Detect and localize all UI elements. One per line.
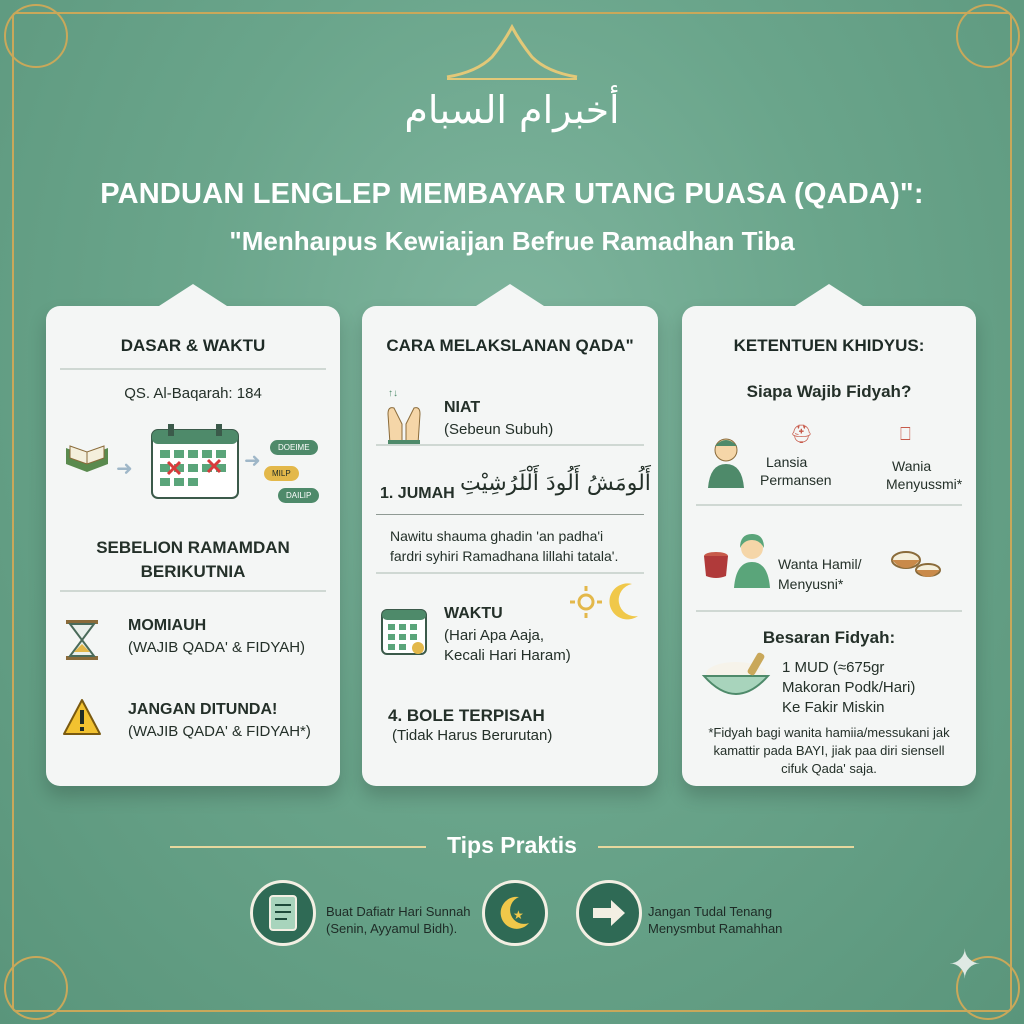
step-subtitle: (Tidak Harus Berurutan) <box>392 727 553 744</box>
calendar-icon <box>150 422 240 500</box>
item-subtitle: (WAJIB QADA' & FIDYAH*) <box>128 723 311 740</box>
arrow-right-icon: ➜ <box>244 450 261 472</box>
tips-title: Tips Praktis <box>447 832 577 858</box>
fidyah-amount-line: Ke Fakir Miskin <box>782 699 885 716</box>
moon-star-icon <box>485 883 545 943</box>
card-peak-ornament <box>159 284 227 306</box>
card-peak-ornament <box>795 284 863 306</box>
card-cara-qada <box>362 306 658 786</box>
divider <box>376 514 644 515</box>
tag-label: DOEIME <box>270 440 318 455</box>
card-peak-ornament <box>476 284 544 306</box>
fidyah-group-label: Wania <box>892 458 932 474</box>
fidyah-amount-title: Besaran Fidyah: <box>762 628 896 647</box>
arabic-title: أخبرام السبام <box>404 88 620 132</box>
divider <box>376 444 644 446</box>
fidyah-note: cifuk Qada' saja. <box>781 761 877 776</box>
niat-subtitle: (Sebeun Subuh) <box>444 421 554 438</box>
tag-label: MILP <box>264 466 299 481</box>
sun-icon <box>568 584 604 620</box>
medicine-icon: ⛑ <box>790 424 813 444</box>
page-subtitle: "Menhaıpus Kewiaijan Befrue Ramadhan Tiba <box>229 226 795 256</box>
mother-icon <box>730 532 774 588</box>
corner-ornament <box>4 956 68 1020</box>
item-title: MOMIAUH <box>128 617 207 634</box>
section-title: BERIKUTNIA <box>140 562 246 581</box>
arrow-right-icon <box>579 883 639 943</box>
page-title: PANDUAN LENGLEP MEMBAYAR UTANG PUASA (QADA)": <box>100 178 924 210</box>
niat-label: NIAT <box>444 399 481 416</box>
calendar-icon <box>380 604 428 656</box>
waktu-label: WAKTU <box>444 605 503 622</box>
fidyah-group-label: Lansia <box>766 454 808 470</box>
fidyah-group-label: Wanta Hamil/ <box>778 556 862 572</box>
fidyah-note: *Fidyah bagi wanita hamiia/messukani jak <box>708 725 950 740</box>
niat-transliteration: fardri syhiri Ramadhana lillahi tatala'. <box>390 548 619 564</box>
tip-icon-circle <box>576 880 642 946</box>
warning-icon <box>62 698 102 736</box>
moon-icon <box>606 580 642 624</box>
tip-icon-circle <box>250 880 316 946</box>
fidyah-amount-line: Makoran Podk/Hari) <box>782 679 916 696</box>
tip-text: Jangan Tudal Tenang Menysmbut Ramahhan <box>648 904 783 936</box>
svg-text:★: ★ <box>513 908 524 922</box>
card-dasar-waktu <box>46 306 340 786</box>
arabic-niat-text: أَلُومَشُ أَلُودَ أَلْلَرُشِيْتِ <box>460 471 651 496</box>
item-title: JANGAN DITUNDA! <box>128 701 278 718</box>
bowl-icon <box>702 550 730 580</box>
document-icon: ⎕ <box>900 424 911 444</box>
tag-label: DAILIP <box>278 488 319 503</box>
divider <box>376 572 644 574</box>
card-ketentuan-fidyah <box>682 306 976 786</box>
sparkle-icon: ✦ <box>948 943 982 987</box>
rice-bowl-icon <box>700 650 780 712</box>
section-title: SEBELION RAMAMDAN <box>96 538 290 557</box>
card-title: DASAR & WAKTU <box>120 336 266 355</box>
card-title: KETENTUEN KHIDYUS: <box>733 336 925 355</box>
reference-text: QS. Al-Baqarah: 184 <box>124 385 262 402</box>
divider <box>696 610 962 612</box>
item-subtitle: (WAJIB QADA' & FIDYAH) <box>128 639 306 656</box>
niat-transliteration: Nawitu shauma ghadin 'an padha'i <box>390 528 604 544</box>
tip-text: Buat Dafiatr Hari Sunnah (Senin, Ayyamul Bidh). <box>326 904 471 936</box>
fidyah-group-label: Menyusni* <box>778 576 844 592</box>
fidyah-note: kamattir pada BAYI, jiak paa diri siensell <box>713 743 945 758</box>
corner-ornament <box>956 4 1020 68</box>
praying-hands-icon <box>382 384 426 448</box>
divider <box>60 368 326 370</box>
step-label: 4. BOLE TERPISAH <box>388 706 545 725</box>
card-title: CARA MELAKSLANAN QADA" <box>386 336 634 355</box>
quran-icon <box>62 434 112 474</box>
hourglass-icon <box>64 618 100 662</box>
food-bowls-icon <box>888 542 944 586</box>
checklist-icon <box>253 883 313 943</box>
svg-text:↑↓: ↑↓ <box>388 388 398 399</box>
corner-ornament <box>4 4 68 68</box>
fidyah-group-label: Menyussmi* <box>886 476 963 492</box>
waktu-subtitle: (Hari Apa Aaja, <box>444 627 545 644</box>
waktu-subtitle: Kecali Hari Haram) <box>444 647 571 664</box>
mosque-dome-icon <box>442 22 582 82</box>
arrow-right-icon: ➜ <box>116 458 133 480</box>
elderly-icon <box>704 434 748 488</box>
card-subtitle: Siapa Wajib Fidyah? <box>746 382 912 401</box>
divider <box>696 504 962 506</box>
fidyah-group-label: Permansen <box>760 472 832 488</box>
divider <box>60 590 326 592</box>
tip-icon-circle <box>482 880 548 946</box>
step-label: 1. JUMAH <box>380 485 455 502</box>
fidyah-amount-line: 1 MUD (≈675gr <box>782 659 885 676</box>
